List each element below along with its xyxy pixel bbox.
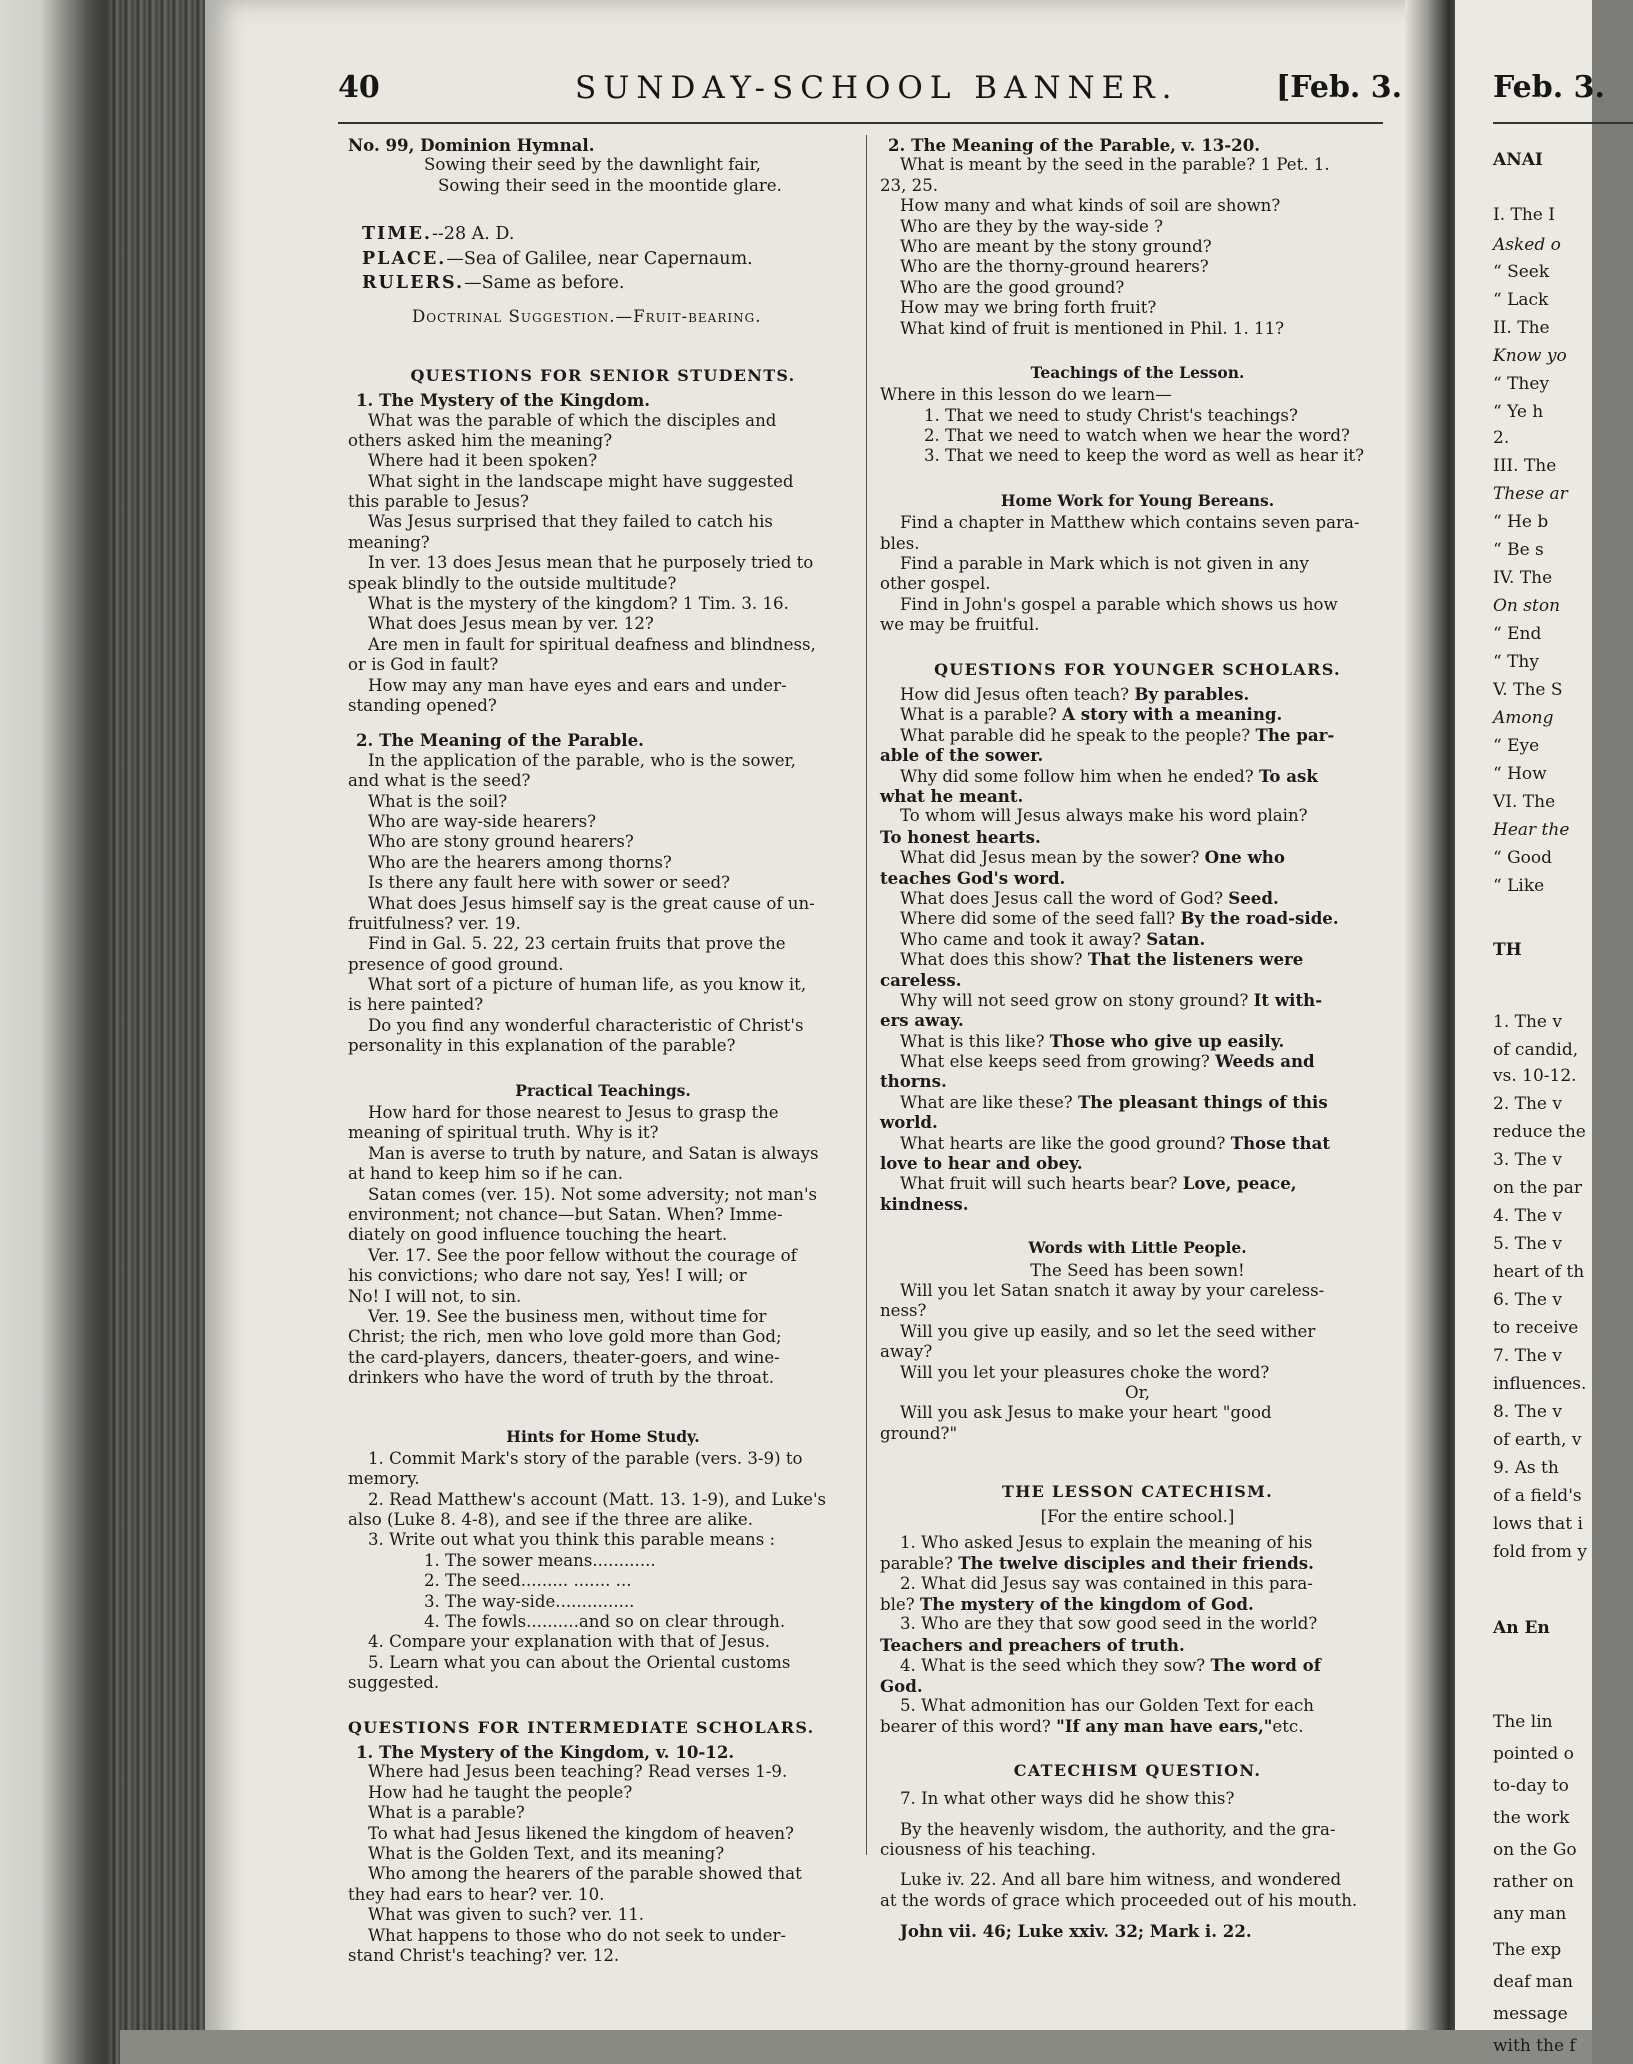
text-line: away?	[880, 1342, 933, 1362]
text-line: What is the soil?	[368, 791, 508, 811]
text-line: 4. Compare your explanation with that of Jesus.	[368, 1632, 771, 1652]
text-line: Is there any fault here with sower or seed?	[368, 873, 731, 893]
younger-heading: QUESTIONS FOR YOUNGER SCHOLARS.	[934, 659, 1341, 679]
left-column	[348, 135, 858, 1966]
qa-line	[880, 990, 1395, 1010]
text-line: The Seed has been sown!	[1030, 1260, 1245, 1280]
qa-line	[880, 1655, 1395, 1675]
intermediate-section-1	[348, 1762, 858, 1966]
little-people-heading: Words with Little People.	[1028, 1238, 1247, 1258]
qa-line	[880, 929, 1395, 949]
question-text: 4. What is the seed which they sow?	[900, 1656, 1211, 1676]
scripture-quote: Luke iv. 22. And all bare him witness, and wondered	[900, 1870, 1342, 1890]
qa-line	[880, 1635, 1395, 1655]
text-line: meaning?	[348, 532, 430, 552]
facing-page-line: 8. The v	[1493, 1402, 1562, 1422]
facing-page-line: VI. The	[1493, 792, 1556, 812]
text-line: Who are the good ground?	[900, 277, 1125, 297]
text-line: bles.	[880, 533, 920, 553]
lesson-catechism	[880, 1533, 1395, 1737]
question-text: What does this show?	[900, 950, 1088, 970]
facing-page-line: Know yo	[1493, 346, 1567, 366]
scanner-margin	[0, 0, 120, 2064]
answer-text: The par-	[1255, 724, 1335, 745]
text-line: meaning of spiritual truth. Why is it?	[348, 1123, 659, 1143]
text-line: environment; not chance—but Satan. When? Imme-	[348, 1205, 783, 1224]
text-line: What happens to those who do not seek to under-	[368, 1925, 787, 1945]
text-line: the card-players, dancers, theater-goers, and wine-	[348, 1347, 780, 1367]
answer-text: One who	[1204, 847, 1285, 868]
text-line: Will you let Satan snatch it away by your careless-	[900, 1280, 1325, 1300]
column-rule	[866, 135, 867, 1855]
facing-page-line: “ End	[1493, 624, 1542, 644]
section-heading: 1. The Mystery of the Kingdom, v. 10-12.	[356, 1742, 735, 1763]
facing-page-line: “ He b	[1493, 512, 1549, 532]
hymn-line: Sowing their seed in the moontide glare.	[438, 175, 782, 195]
facing-page-line: fold from y	[1493, 1542, 1588, 1562]
text-line: standing opened?	[348, 696, 497, 715]
answer-text: Those that	[1230, 1132, 1331, 1153]
answer-text: The twelve disciples and their friends.	[958, 1553, 1314, 1574]
facing-page-line: V. The S	[1493, 680, 1563, 700]
text-line: ness?	[880, 1301, 927, 1321]
scripture-quote: at the words of grace which proceeded out of his mouth.	[880, 1890, 1358, 1910]
question-text: What fruit will such hearts bear?	[900, 1174, 1183, 1194]
answer-text: thorns.	[880, 1071, 947, 1092]
facing-page-line: to-day to	[1493, 1776, 1569, 1796]
qa-line	[880, 970, 1395, 990]
facing-page-line: “ Seek	[1493, 262, 1550, 282]
qa-line	[880, 745, 1395, 765]
answer-text: Love, peace,	[1182, 1173, 1297, 1194]
question-text: Where did some of the seed fall?	[900, 909, 1181, 929]
facing-page-line: influences.	[1493, 1374, 1587, 1394]
younger-questions	[880, 684, 1395, 1214]
home-study-hints	[348, 1449, 858, 1694]
book-gutter	[1405, 0, 1460, 2064]
scripture-references: John vii. 46; Luke xxiv. 32; Mark i. 22.	[900, 1921, 1252, 1942]
question-text: To whom will Jesus always make his word plain?	[900, 806, 1308, 826]
text-line: Who are stony ground hearers?	[368, 832, 634, 852]
facing-page-line: These ar	[1493, 484, 1568, 504]
text-line: No! I will not, to sin.	[348, 1286, 522, 1306]
text-line: 1. That we need to study Christ's teachings?	[924, 405, 1298, 425]
facing-page-line: “ Good	[1493, 848, 1553, 868]
facing-page-line: 9. As th	[1493, 1458, 1559, 1478]
answer-text: Seed.	[1228, 887, 1279, 908]
qa-line	[880, 1112, 1395, 1132]
text-line: Who are the hearers among thorns?	[368, 852, 672, 872]
text-line: Satan comes (ver. 15). Not some adversity; not man's	[368, 1184, 818, 1204]
text-line: How may we bring forth fruit?	[900, 298, 1157, 318]
text-line: What is the mystery of the kingdom? 1 Tim. 3. 16.	[368, 594, 789, 614]
qa-line	[880, 1594, 1395, 1614]
facing-page-line: of candid,	[1493, 1040, 1579, 1060]
answer-text: "If any man have ears,"	[1056, 1716, 1273, 1737]
text-line: 2. The seed......... ....... ...	[424, 1571, 632, 1591]
facing-page-line: “ Be s	[1493, 540, 1544, 560]
catechism-question-heading: CATECHISM QUESTION.	[1013, 1760, 1262, 1780]
facing-page-line: any man	[1493, 1904, 1567, 1924]
text-line: 1. Commit Mark's story of the parable (vers. 3-9) to	[368, 1448, 803, 1468]
question-text: What are like these?	[900, 1092, 1078, 1112]
place-line: PLACE.—Sea of Galilee, near Capernaum.	[362, 248, 753, 269]
catechism-subheading: [For the entire school.]	[1040, 1506, 1235, 1526]
question-text: How did Jesus often teach?	[900, 685, 1135, 705]
text-line: Where had it been spoken?	[368, 451, 598, 471]
practical-teachings	[348, 1103, 858, 1388]
text-line: 3. Write out what you think this parable means :	[368, 1530, 776, 1550]
facing-page-line: 1. The v	[1493, 1012, 1562, 1032]
qa-line	[880, 827, 1395, 847]
qa-line	[880, 1173, 1395, 1193]
text-line: Ver. 17. See the poor fellow without the courage of	[368, 1245, 797, 1265]
qa-line	[880, 1696, 1395, 1716]
scan-bottom-edge	[120, 2030, 1592, 2064]
question-text: 2. What did Jesus say was contained in this para-	[900, 1573, 1313, 1593]
facing-page-line: of earth, v	[1493, 1430, 1582, 1450]
text-line: Do you find any wonderful characteristic of Christ's	[368, 1015, 804, 1035]
text-line: 2. Read Matthew's account (Matt. 13. 1-9), and Luke's	[368, 1489, 827, 1509]
text-line: also (Luke 8. 4-8), and see if the three are alike.	[348, 1510, 754, 1530]
question-text: 3. Who are they that sow good seed in the world?	[900, 1614, 1318, 1634]
senior-heading: QUESTIONS FOR SENIOR STUDENTS.	[410, 365, 796, 385]
text-line: What sight in the landscape might have suggested	[368, 471, 794, 491]
text-line: To what had Jesus likened the kingdom of heaven?	[368, 1823, 794, 1843]
facing-page-line: 6. The v	[1493, 1290, 1562, 1310]
question-text: 1. Who asked Jesus to explain the meaning of his	[900, 1532, 1313, 1552]
answer-text: That the listeners were	[1087, 949, 1304, 970]
hymn-reference: No. 99, Dominion Hymnal.	[348, 135, 595, 155]
practical-heading: Practical Teachings.	[515, 1080, 691, 1100]
answer-text: kindness.	[880, 1193, 969, 1214]
answer-text: Satan.	[1146, 928, 1206, 949]
text-line: we may be fruitful.	[880, 615, 1040, 635]
text-line: 5. Learn what you can about the Oriental customs	[368, 1652, 791, 1672]
facing-page-line: with the f	[1493, 2036, 1576, 2056]
facing-page-line: Asked o	[1493, 235, 1561, 255]
facing-page-line: “ How	[1493, 764, 1547, 784]
hints-heading: Hints for Home Study.	[506, 1426, 700, 1446]
facing-page-line: reduce the	[1493, 1122, 1586, 1142]
text-line: at hand to keep him so if he can.	[348, 1164, 623, 1184]
text-line: and what is the seed?	[348, 771, 531, 791]
answer-text: careless.	[880, 969, 962, 990]
facing-page-line: The lin	[1493, 1712, 1553, 1732]
text-line: is here painted?	[348, 995, 484, 1015]
question-text: What is this like?	[900, 1031, 1050, 1051]
qa-line	[880, 1010, 1395, 1030]
qa-line	[880, 1153, 1395, 1173]
facing-page-line: IV. The	[1493, 568, 1553, 588]
qa-line	[880, 1553, 1395, 1573]
text-line: presence of good ground.	[348, 954, 564, 974]
qa-line	[880, 1533, 1395, 1553]
qa-line	[880, 1092, 1395, 1112]
facing-page-line: rather on	[1493, 1872, 1574, 1892]
question-text: What hearts are like the good ground?	[900, 1133, 1231, 1153]
text-line: What does Jesus mean by ver. 12?	[368, 614, 654, 634]
facing-page-line: pointed o	[1493, 1744, 1574, 1764]
time-line: TIME.--28 A. D.	[362, 224, 515, 245]
qa-line	[880, 1031, 1395, 1051]
lesson-teachings	[880, 385, 1395, 467]
text-line: other gospel.	[880, 574, 991, 594]
answer-text: Teachers and preachers of truth.	[880, 1634, 1185, 1655]
text-line: How many and what kinds of soil are shown?	[900, 196, 1281, 216]
qa-line	[880, 1676, 1395, 1696]
facing-page-line: 4. The v	[1493, 1206, 1562, 1226]
bereans-heading: Home Work for Young Bereans.	[1000, 490, 1275, 510]
header-rule	[338, 122, 1383, 124]
facing-page-line: 3. The v	[1493, 1150, 1562, 1170]
answer-text: Weeds and	[1215, 1051, 1315, 1072]
facing-page-line: “ Thy	[1493, 652, 1539, 672]
text-line: What was given to such? ver. 11.	[368, 1905, 645, 1925]
text-line: Find a parable in Mark which is not given in any	[900, 554, 1309, 574]
text-line: What does Jesus himself say is the great cause of un-	[368, 893, 815, 913]
qa-line	[880, 908, 1395, 928]
text-line: How may any man have eyes and ears and under-	[368, 675, 787, 695]
question-text: What does Jesus call the word of God?	[900, 888, 1229, 908]
answer-text: love to hear and obey.	[880, 1153, 1083, 1174]
facing-page-rule	[1493, 122, 1633, 124]
text-line: 3. That we need to keep the word as well as hear it?	[924, 446, 1364, 466]
qa-line	[880, 766, 1395, 786]
text-line: What is meant by the seed in the parable? 1 Pet. 1.	[900, 155, 1330, 175]
text-line: What is a parable?	[368, 1803, 525, 1823]
running-title: SUNDAY-SCHOOL BANNER.	[575, 70, 1179, 106]
qa-line	[880, 1716, 1395, 1736]
intermediate-heading: QUESTIONS FOR INTERMEDIATE SCHOLARS.	[348, 1717, 815, 1737]
facing-page-line: of a field's	[1493, 1486, 1582, 1506]
facing-page-line: II. The	[1493, 318, 1550, 338]
text-line: memory.	[348, 1469, 420, 1489]
text-line: Who among the hearers of the parable showed that	[368, 1864, 802, 1884]
answer-text: able of the sower.	[880, 745, 1044, 766]
text-line: ground?"	[880, 1423, 958, 1443]
text-line: Where had Jesus been teaching? Read verses 1-9.	[368, 1762, 788, 1782]
question-text: parable?	[880, 1554, 959, 1574]
facing-page-date: Feb. 3.	[1493, 70, 1605, 105]
intermediate-section-2	[880, 155, 1395, 339]
answer-text: God.	[880, 1675, 923, 1696]
text-line: How hard for those nearest to Jesus to grasp the	[368, 1103, 779, 1123]
text-line: 2. That we need to watch when we hear the word?	[924, 426, 1350, 446]
facing-page-line: An En	[1493, 1618, 1550, 1638]
facing-page-line: TH	[1493, 940, 1522, 960]
text-line: Find a chapter in Matthew which contains seven para-	[900, 513, 1360, 533]
text-line: drinkers who have the word of truth by the throat.	[348, 1368, 774, 1388]
facing-page-line: heart of th	[1493, 1262, 1585, 1282]
answer-text: It with-	[1253, 989, 1323, 1010]
facing-page-line: on the Go	[1493, 1840, 1577, 1860]
answer-text: The word of	[1210, 1655, 1321, 1676]
text-line: 23, 25.	[880, 175, 939, 195]
qa-line	[880, 725, 1395, 745]
text-line: What sort of a picture of human life, as you know it,	[368, 975, 807, 995]
question-text: What is a parable?	[900, 705, 1063, 725]
text-line: stand Christ's teaching? ver. 12.	[348, 1945, 620, 1965]
facing-page-line: the work	[1493, 1808, 1570, 1828]
question-text: etc.	[1272, 1717, 1304, 1737]
qa-line	[880, 868, 1395, 888]
text-line: fruitfulness? ver. 19.	[348, 913, 521, 933]
catechism-answer: By the heavenly wisdom, the authority, and the gra-	[900, 1819, 1336, 1839]
qa-line	[880, 1133, 1395, 1153]
text-line: Will you let your pleasures choke the word?	[900, 1362, 1270, 1382]
facing-page-line: vs. 10-12.	[1493, 1066, 1577, 1086]
answer-text: By the road-side.	[1180, 908, 1339, 929]
book-spine	[108, 0, 218, 2064]
text-line: or is God in fault?	[348, 655, 499, 675]
facing-page-line: “ Eye	[1493, 736, 1540, 756]
qa-line	[880, 888, 1395, 908]
rulers-line: RULERS.—Same as before.	[362, 272, 625, 293]
doctrinal-suggestion: Doctrinal Suggestion.—Fruit-bearing.	[412, 307, 762, 327]
text-line: Find in Gal. 5. 22, 23 certain fruits that prove the	[368, 934, 786, 954]
qa-line	[880, 806, 1395, 826]
qa-line	[880, 847, 1395, 867]
text-line: How had he taught the people?	[368, 1782, 633, 1802]
facing-page-line: The exp	[1493, 1940, 1562, 1960]
little-people-words	[880, 1261, 1395, 1445]
text-line: What kind of fruit is mentioned in Phil. 1. 11?	[900, 318, 1285, 338]
header-date: [Feb. 3.	[1276, 70, 1403, 105]
question-text: What parable did he speak to the people?	[900, 725, 1256, 745]
text-line: Man is averse to truth by nature, and Satan is always	[368, 1143, 819, 1163]
senior-section-2	[348, 751, 858, 1057]
text-line: this parable to Jesus?	[348, 492, 529, 512]
answer-text: A story with a meaning.	[1062, 704, 1283, 725]
qa-line	[880, 1071, 1395, 1091]
question-text: Why will not seed grow on stony ground?	[900, 990, 1254, 1010]
qa-line	[880, 1194, 1395, 1214]
question-text: bearer of this word?	[880, 1717, 1057, 1737]
text-line: Who are way-side hearers?	[368, 811, 597, 831]
section-heading: 2. The Meaning of the Parable.	[356, 730, 644, 751]
facing-page-line: “ Like	[1493, 876, 1545, 896]
text-line: his convictions; who dare not say, Yes! I will; or	[348, 1266, 747, 1286]
text-line: Who are the thorny-ground hearers?	[900, 257, 1209, 277]
qa-line	[880, 1574, 1395, 1594]
facing-page-line: lows that i	[1493, 1514, 1583, 1534]
facing-page-line: 7. The v	[1493, 1346, 1562, 1366]
text-line: Who are they by the way-side ?	[900, 216, 1163, 236]
catechism-answer: ciousness of his teaching.	[880, 1840, 1097, 1859]
qa-line	[880, 786, 1395, 806]
facing-page-line: 5. The v	[1493, 1234, 1562, 1254]
text-line: What was the parable of which the disciples and	[368, 410, 777, 430]
bereans-homework	[880, 513, 1395, 635]
facing-page-line: message	[1493, 2004, 1568, 2024]
facing-page-line: ANAI	[1493, 150, 1543, 170]
answer-text: world.	[880, 1112, 938, 1133]
facing-page-line: Hear the	[1493, 820, 1570, 840]
text-line: In ver. 13 does Jesus mean that he purposely tried to	[368, 553, 814, 573]
answer-text: To honest hearts.	[880, 826, 1041, 847]
right-column	[880, 135, 1395, 1942]
facing-page-line: On ston	[1493, 596, 1561, 616]
catechism-question: 7. In what other ways did he show this?	[900, 1789, 1235, 1809]
senior-section-1	[348, 411, 858, 717]
facing-page-line: Among	[1493, 708, 1554, 728]
facing-page-line: “ Ye h	[1493, 402, 1544, 422]
text-line: Are men in fault for spiritual deafness and blindness,	[368, 634, 816, 654]
qa-line	[880, 1614, 1395, 1634]
text-line: Or,	[1125, 1382, 1150, 1402]
page-number: 40	[338, 70, 380, 105]
text-line: they had ears to hear? ver. 10.	[348, 1884, 605, 1904]
text-line: others asked him the meaning?	[348, 430, 613, 450]
question-text: What else keeps seed from growing?	[900, 1052, 1216, 1072]
answer-text: To ask	[1258, 765, 1318, 786]
text-line: What is the Golden Text, and its meaning?	[368, 1843, 725, 1863]
facing-page-line: I. The I	[1493, 205, 1555, 225]
text-line: Will you ask Jesus to make your heart "good	[900, 1403, 1272, 1423]
question-text: Why did some follow him when he ended?	[900, 766, 1259, 786]
text-line: Ver. 19. See the business men, without time for	[368, 1306, 767, 1326]
question-text: What did Jesus mean by the sower?	[900, 848, 1205, 868]
teachings-heading: Teachings of the Lesson.	[1030, 362, 1245, 382]
text-line: personality in this explanation of the parable?	[348, 1036, 736, 1056]
question-text: 5. What admonition has our Golden Text for each	[900, 1696, 1314, 1716]
text-line: Who are meant by the stony ground?	[900, 236, 1212, 256]
section-heading: 2. The Meaning of the Parable, v. 13-20.	[888, 135, 1261, 155]
answer-text: ers away.	[880, 1010, 964, 1031]
answer-text: teaches God's word.	[880, 867, 1066, 888]
facing-page-line: “ Lack	[1493, 290, 1549, 310]
qa-line	[880, 704, 1395, 724]
text-line: Where in this lesson do we learn—	[880, 385, 1172, 405]
text-line: diately on good influence touching the heart.	[348, 1225, 728, 1245]
hymn-line: Sowing their seed by the dawnlight fair,	[424, 155, 761, 175]
text-line: 1. The sower means............	[424, 1550, 656, 1570]
text-line: In the application of the parable, who is the sower,	[368, 750, 796, 770]
text-line: 3. The way-side...............	[424, 1591, 635, 1611]
text-line: Will you give up easily, and so let the seed wither	[900, 1321, 1316, 1341]
qa-line	[880, 1051, 1395, 1071]
facing-page-line: to receive	[1493, 1318, 1579, 1338]
text-line: suggested.	[348, 1673, 440, 1693]
facing-page-line: III. The	[1493, 456, 1557, 476]
answer-text: The pleasant things of this	[1077, 1091, 1328, 1112]
facing-page-line: “ They	[1493, 374, 1550, 394]
answer-text: The mystery of the kingdom of God.	[919, 1594, 1254, 1615]
question-text: ble?	[880, 1595, 920, 1615]
qa-line	[880, 684, 1395, 704]
facing-page-line: deaf man	[1493, 1972, 1573, 1992]
facing-page-text	[1455, 0, 1605, 2064]
section-heading: 1. The Mystery of the Kingdom.	[356, 390, 651, 411]
question-text: Who came and took it away?	[900, 929, 1147, 949]
text-line: Find in John's gospel a parable which shows us how	[900, 594, 1338, 614]
text-line: Christ; the rich, men who love gold more than God;	[348, 1327, 782, 1347]
catechism-heading: THE LESSON CATECHISM.	[1002, 1482, 1273, 1502]
facing-page-line: 2.	[1493, 428, 1510, 448]
answer-text: By parables.	[1134, 684, 1250, 705]
text-line: 4. The fowls..........and so on clear through.	[424, 1612, 786, 1632]
facing-page-line: on the par	[1493, 1178, 1582, 1198]
answer-text: what he meant.	[880, 785, 1024, 806]
facing-page-line: 2. The v	[1493, 1094, 1562, 1114]
answer-text: Those who give up easily.	[1049, 1030, 1285, 1051]
qa-line	[880, 949, 1395, 969]
text-line: Was Jesus surprised that they failed to catch his	[368, 512, 773, 532]
text-line: speak blindly to the outside multitude?	[348, 573, 677, 593]
